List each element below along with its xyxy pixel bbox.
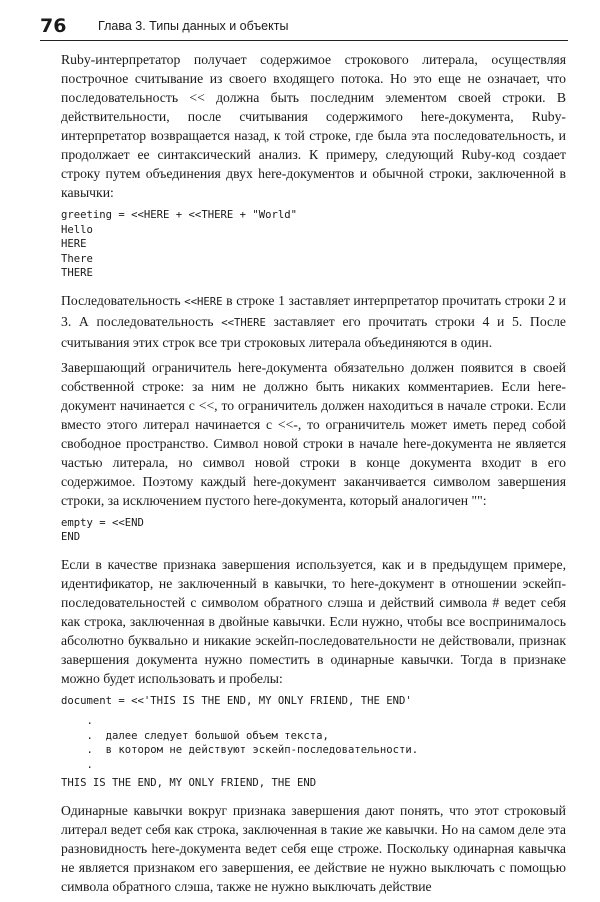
code-block-empty: empty = <<END END: [61, 516, 144, 543]
paragraph-3: Завершающий ограничитель here-документа обязательно должен появится в своей собственной строке: за ним не должно быть никаких комментариев. Если here-документ начинается с <<, то ограничитель должен находиться в начале строки. Если вместо этого литерал начинается с <<-, то ограничитель может иметь перед собой свободное пространство. Символ новой строки в начале here-документа не является частью литерала, но символ новой строки в конце документа входит в его содержимое. Поэтому каждый here-документ заканчивается символом завершения строки, за исключением пустого here-документа, который аналогичен "":: [61, 359, 566, 508]
paragraph-2-text-a: Последовательность: [61, 292, 185, 308]
code-block-greeting: greeting = <<HERE + <<THERE + "World" Hello HERE There THERE: [61, 209, 297, 279]
code-block-document: document = <<'THIS IS THE END, MY ONLY FRIEND, THE END': [61, 694, 412, 707]
inline-code-there: <<THERE: [221, 316, 266, 329]
paragraph-5: Одинарные кавычки вокруг признака завершения дают понять, что этот строковый литерал ведет себя как строка, заключенная в такие же кавычки. Но на самом деле эта разновидность here-документа ведет себя еще строже. Поскольку одинарная кавычка не является признаком его завершения, ее действие не нужно выключать с помощью символа обратного слэша, также не нужно выключать действие: [61, 802, 566, 894]
chapter-title: Глава 3. Типы данных и объекты: [98, 19, 289, 33]
paragraph-2-text-b: в строке 1 заставляет интерпретатор прочитать строки 2 и 3. А последовательность: [61, 292, 567, 329]
paragraph-4: Если в качестве признака завершения используется, как и в предыдущем примере, идентификатор, не заключенный в кавычки, то here-документ в отношении эскейп-последовательностей с символом обратного слэша и действий символа # ведет себя как строка, заключенная в двойные кавычки. Если нужно, чтобы все воспринималось абсолютно буквально и никакие эскейп-последовательности не действовали, признак завершения документа нужно поместить в одинарные кавычки. Тогда в признаке можно будет использовать и пробелы:: [61, 556, 566, 686]
body-text: [61, 50, 566, 902]
page-header: [40, 14, 570, 40]
page-number: 76: [40, 15, 67, 37]
paragraph-2: [61, 291, 566, 352]
header-rule: [40, 40, 568, 41]
paragraph-1: Ruby-интерпретатор получает содержимое строкового литерала, осуществляя построчное считывание из своего входящего потока. Но это еще не означает, что последовательность << должна быть последним элементом своей строки. В действительности, после считывания содержимого here-документа, Ruby-интерпретатор возвращается назад, к той строке, где была эта последовательность, и продолжает ее синтаксический анализ. К примеру, следующий Ruby-код создает строку путем объединения двух here-документов и обычной строки, заключенной в кавычки:: [61, 52, 566, 200]
code-block-document-end: THIS IS THE END, MY ONLY FRIEND, THE END: [61, 777, 317, 789]
inline-code-here: <<HERE: [184, 295, 223, 308]
code-block-document-body: . . далее следует большой объем текста, . в котором не действуют эскейп-последовательности. .: [86, 715, 419, 771]
paragraph-2-text-c: заставляет его прочитать строки 4 и 5. После считывания этих строк все три строковых литерала объединяются в один.: [61, 313, 566, 350]
